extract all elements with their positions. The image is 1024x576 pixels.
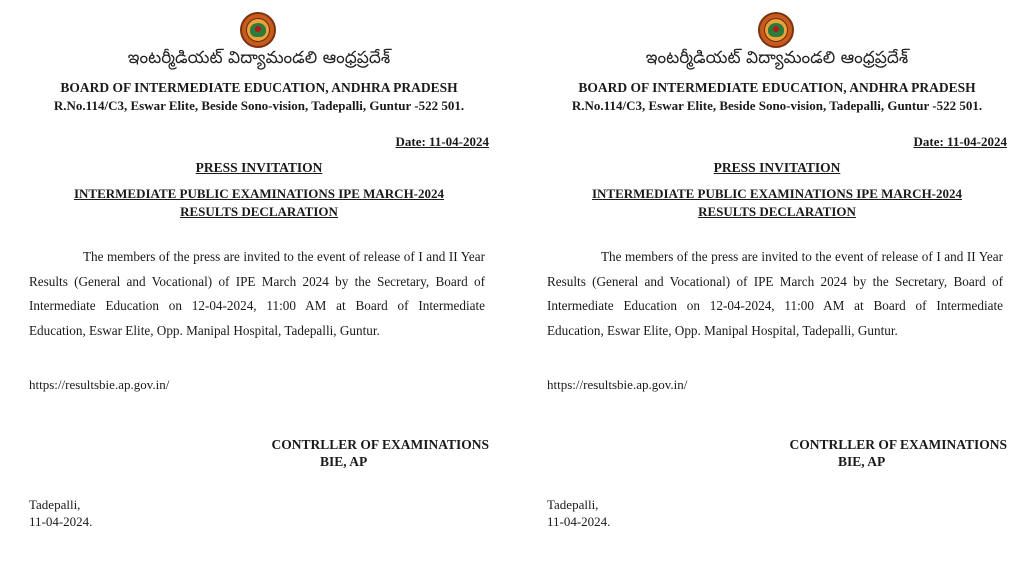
board-name: BOARD OF INTERMEDIATE EDUCATION, ANDHRA PRADESH <box>60 80 458 95</box>
results-url: https://resultsbie.ap.gov.in/ <box>547 377 688 392</box>
signatory-title: CONTRLLER OF EXAMINATIONS <box>789 437 1007 452</box>
exam-subtitle: RESULTS DECLARATION <box>698 204 856 219</box>
press-heading: PRESS INVITATION <box>195 160 323 175</box>
telugu-board-title: ఇంటర్మీడియట్ విద్యామండలి ఆంధ్రప్రదేశ్ <box>127 48 391 68</box>
ap-government-emblem-icon <box>240 12 276 48</box>
press-invitation-document-right <box>518 0 1018 576</box>
exam-subtitle: RESULTS DECLARATION <box>180 204 338 219</box>
board-address: R.No.114/C3, Eswar Elite, Beside Sono-vision, Tadepalli, Guntur -522 501. <box>571 98 983 113</box>
signatory-title: CONTRLLER OF EXAMINATIONS <box>271 437 489 452</box>
board-name: BOARD OF INTERMEDIATE EDUCATION, ANDHRA PRADESH <box>578 80 976 95</box>
press-heading: PRESS INVITATION <box>713 160 841 175</box>
press-invitation-document-left <box>0 0 500 576</box>
telugu-board-title: ఇంటర్మీడియట్ విద్యామండలి ఆంధ్రప్రదేశ్ <box>645 48 909 68</box>
place: Tadepalli, <box>547 497 599 512</box>
place-date: 11-04-2024. <box>547 514 611 529</box>
board-address: R.No.114/C3, Eswar Elite, Beside Sono-vision, Tadepalli, Guntur -522 501. <box>53 98 465 113</box>
invitation-body: The members of the press are invited to the event of release of I and II Year Results (General and Vocational) of IPE March 2024 by the Secretary, Board of Intermediate Education on 12-04-2024, 11:00 AM at Board of Intermediate Education, Eswar Elite, Opp. Manipal Hospital, Tadepalli, Guntur. <box>29 249 485 338</box>
place: Tadepalli, <box>29 497 81 512</box>
exam-title: INTERMEDIATE PUBLIC EXAMINATIONS IPE MARCH-2024 <box>73 186 445 201</box>
signatory-org: BIE, AP <box>838 454 886 469</box>
document-date: Date: 11-04-2024 <box>913 134 1007 149</box>
results-url: https://resultsbie.ap.gov.in/ <box>29 377 170 392</box>
signatory-org: BIE, AP <box>320 454 368 469</box>
ap-government-emblem-icon <box>758 12 794 48</box>
invitation-body: The members of the press are invited to the event of release of I and II Year Results (General and Vocational) of IPE March 2024 by the Secretary, Board of Intermediate Education on 12-04-2024, 11:00 AM at Board of Intermediate Education, Eswar Elite, Opp. Manipal Hospital, Tadepalli, Guntur. <box>547 249 1003 338</box>
document-date: Date: 11-04-2024 <box>395 134 489 149</box>
exam-title: INTERMEDIATE PUBLIC EXAMINATIONS IPE MARCH-2024 <box>591 186 963 201</box>
place-date: 11-04-2024. <box>29 514 93 529</box>
